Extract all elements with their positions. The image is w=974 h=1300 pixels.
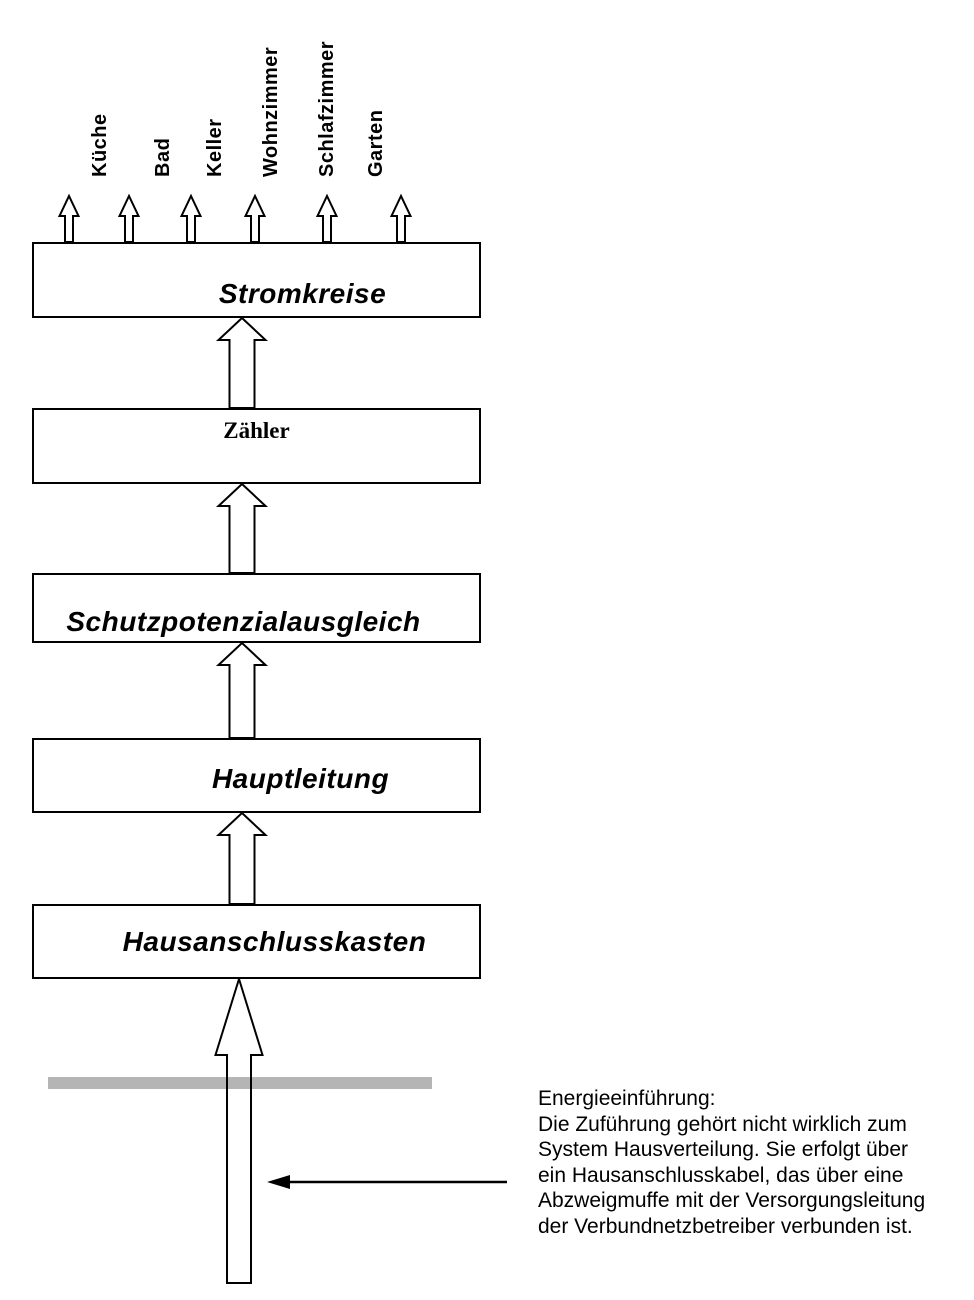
circuit-label-wohnzimmer: Wohnzimmer	[260, 46, 282, 177]
circuit-label-bad: Bad	[152, 137, 174, 177]
callout-line: Die Zuführung gehört nicht wirklich zum	[538, 1112, 907, 1136]
box-hauptleitung-label: Hauptleitung	[211, 762, 390, 794]
box-zaehler-label: Zähler	[223, 418, 290, 443]
flow-arrow-hauptleitung-schutz-icon	[219, 643, 266, 738]
circuit-arrow-wohnzimmer-icon	[246, 196, 265, 242]
box-hauptleitung	[32, 738, 481, 813]
box-zaehler	[32, 408, 481, 484]
box-schutzpotenzialausgleich	[32, 573, 481, 643]
boundary-bar	[48, 1077, 432, 1089]
circuit-arrow-schlafzimmer-icon	[318, 196, 337, 242]
circuit-arrow-garten-icon	[392, 196, 411, 242]
circuit-label-garten: Garten	[365, 109, 387, 177]
energy-feed-arrow-icon	[216, 979, 263, 1283]
callout-line: Energieeinführung:	[538, 1087, 716, 1110]
circuit-label-kueche: Küche	[89, 113, 111, 177]
energy-feed-callout	[538, 1086, 968, 1240]
callout-line: Abzweigmuffe mit der Versorgungsleitung	[538, 1189, 926, 1213]
flow-arrow-zaehler-stromkreise-icon	[219, 318, 266, 408]
box-hausanschlusskasten-label: Hausanschlusskasten	[122, 925, 427, 957]
box-stromkreise-label: Stromkreise	[218, 278, 387, 309]
circuit-arrow-keller-icon	[182, 196, 201, 242]
flow-arrow-hausanschluss-hauptleitung-icon	[219, 813, 266, 904]
callout-line: ein Hausanschlusskabel, das über eine	[538, 1163, 904, 1187]
callout-line: System Hausverteilung. Sie erfolgt über	[538, 1138, 909, 1162]
flow-arrow-schutz-zaehler-icon	[219, 484, 266, 573]
circuit-label-keller: Keller	[204, 118, 226, 177]
box-stromkreise	[32, 242, 481, 318]
box-hausanschlusskasten	[32, 904, 481, 979]
callout-arrow-head-icon	[267, 1175, 290, 1189]
circuit-label-schlafzimmer: Schlafzimmer	[316, 40, 338, 177]
circuit-arrow-kueche-icon	[60, 196, 79, 242]
callout-line: der Verbundnetzbetreiber verbunden ist.	[538, 1214, 913, 1238]
box-schutzpotenzialausgleich-label: Schutzpotenzialausgleich	[66, 606, 421, 637]
circuit-arrow-bad-icon	[120, 196, 139, 242]
